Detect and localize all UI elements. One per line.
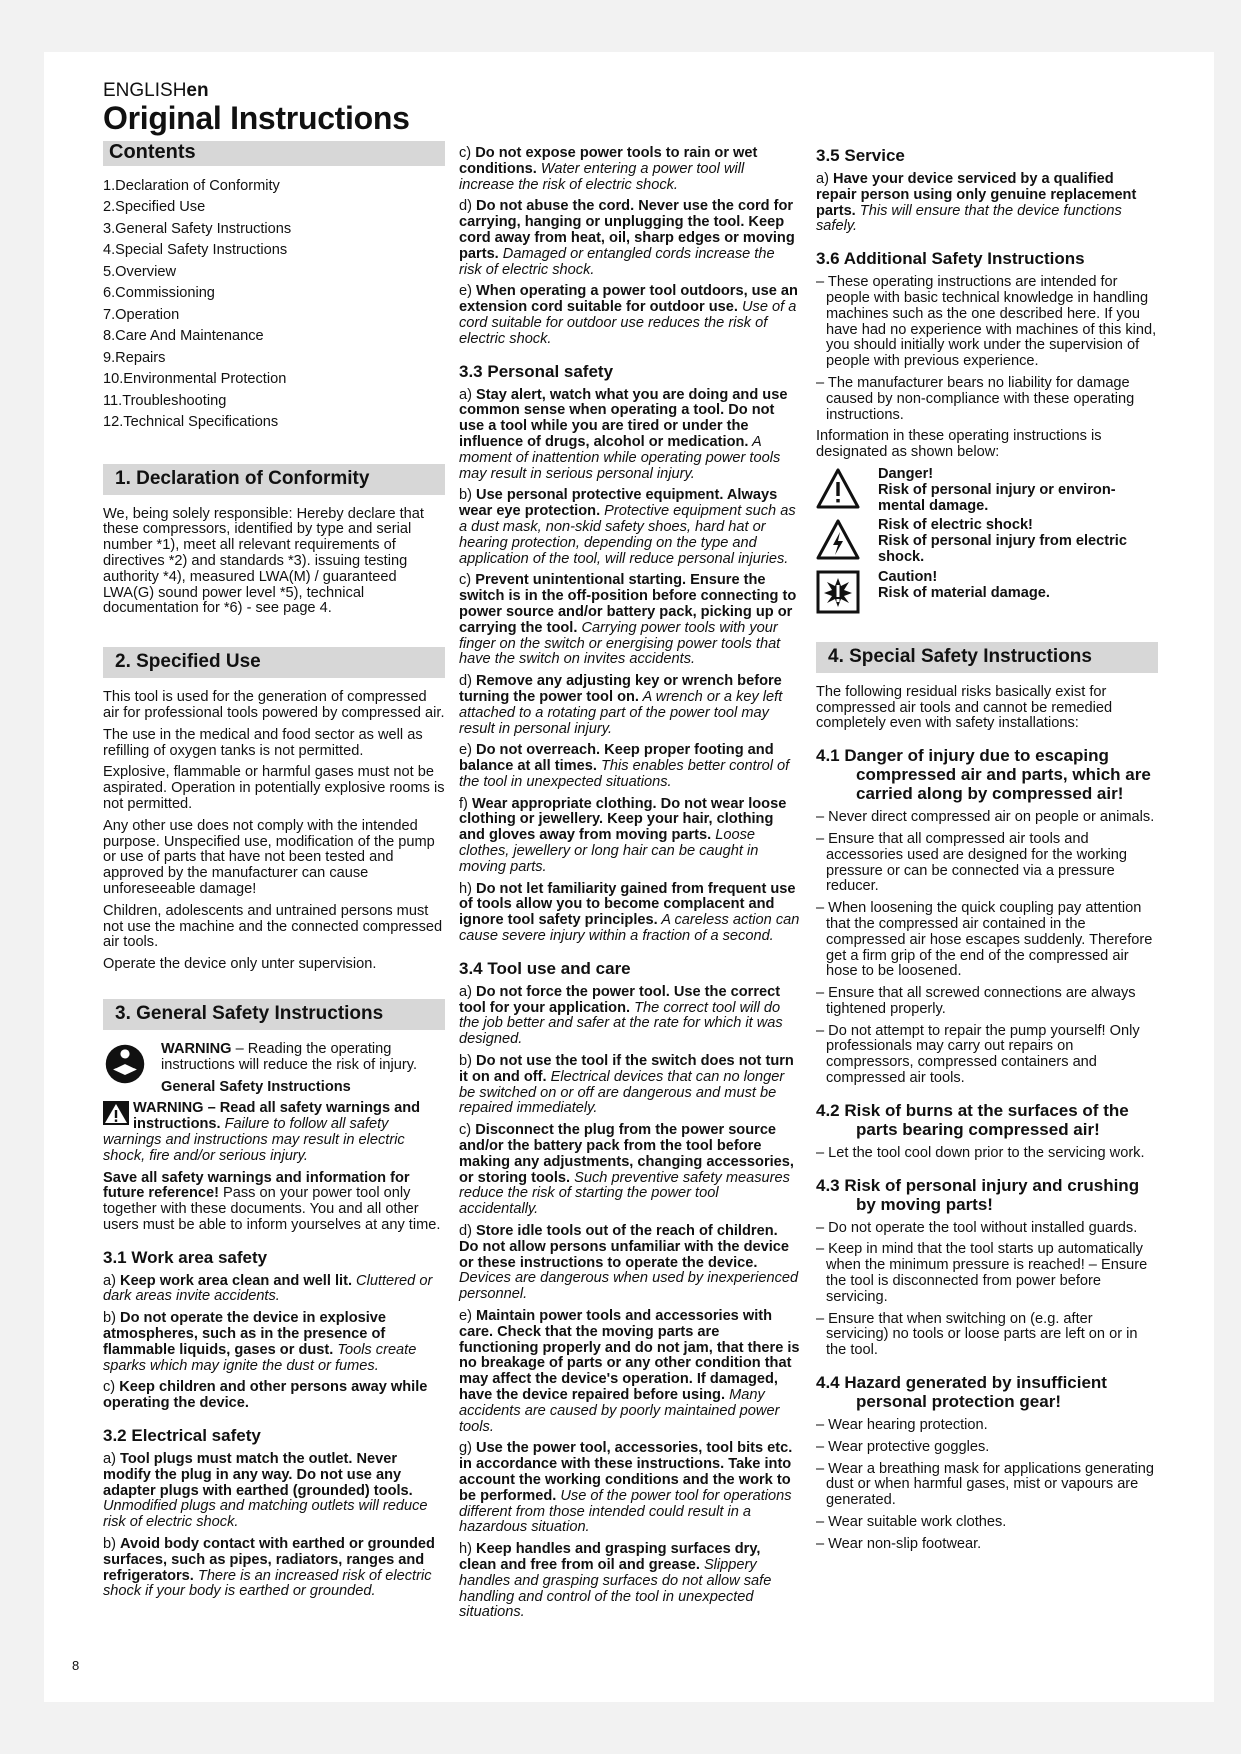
- list-item: – The manufacturer bears no liability for damage caused by non-compliance with these operating instructions.: [816, 374, 1135, 423]
- list-item: a) Keep work area clean and well lit. Cluttered or dark areas invite accidents.: [103, 1272, 433, 1305]
- subsection-heading: 4.1 Danger of injury due to escaping compressed air and parts, which are carried along by compressed air!: [816, 746, 1151, 804]
- paragraph: Operate the device only unter supervision.: [103, 956, 377, 973]
- subsection-heading: 3.1 Work area safety: [103, 1247, 268, 1267]
- subsection-heading: 4.3 Risk of personal injury and crushing by moving parts!: [816, 1175, 1140, 1214]
- table-of-contents: [103, 176, 445, 434]
- list-item: d) Store idle tools out of the reach of children. Do not allow persons unfamiliar with the device or these instructions to operate the device. Devices are dangerous when used by inexperienced personnel.: [459, 1223, 799, 1303]
- list-item: b) Do not use the tool if the switch does not turn it on and off. Electrical devices that can no longer be switched on or off are dangerous and must be repaired immediately.: [459, 1053, 794, 1117]
- column-2: [459, 146, 801, 1627]
- list-item: – Wear non-slip footwear.: [816, 1535, 982, 1552]
- list-item: c) Prevent unintentional starting. Ensure the switch is in the off-position before connecting to power source and/or battery pack, picking up or carrying the tool. Carrying power tools with your finger on the switch or energising power tools that have the switch on invites accidents.: [459, 572, 797, 668]
- danger-triangle-icon: [816, 467, 860, 511]
- list-item: – Ensure that all screwed connections are always tightened properly.: [816, 985, 1136, 1017]
- subsection-heading: 4.4 Hazard generated by insufficient personal protection gear!: [816, 1373, 1107, 1412]
- list-item: d) Do not abuse the cord. Never use the cord for carrying, hanging or unplugging the tool. Keep cord away from heat, oil, sharp edges or moving parts. Damaged or entangled cords increase the risk of electric shock.: [459, 198, 795, 278]
- symbol-legend-danger: Danger! Risk of personal injury or environ-mental damage.: [816, 467, 1158, 514]
- paragraph: The following residual risks basically exist for compressed air tools and cannot be remedied completely even with safety installations:: [816, 683, 1113, 732]
- subsection-heading: 3.5 Service: [816, 146, 905, 165]
- toc-item[interactable]: 1.Declaration of Conformity: [103, 177, 280, 194]
- list-item: – Keep in mind that the tool starts up automatically when the minimum pressure is reached! – Ensure the tool is disconnected from power before servicing.: [816, 1241, 1148, 1305]
- list-item: – Do not attempt to repair the pump yourself! Only professionals may carry out repairs on compressors, compressed containers and compressed air tools.: [816, 1022, 1140, 1087]
- page-title: Original Instructions: [103, 99, 410, 136]
- list-item: – Wear a breathing mask for applications generating dust or when harmful gases, mist or vapours are generated.: [816, 1460, 1155, 1509]
- language-label: ENGLISHen: [103, 80, 209, 101]
- list-item: – Wear hearing protection.: [816, 1417, 988, 1434]
- subsection-heading: 3.2 Electrical safety: [103, 1426, 261, 1446]
- paragraph: Children, adolescents and untrained persons must not use the machine and the connected compressed air tools.: [103, 902, 443, 951]
- symbol-legend-caution: Caution! Risk of material damage.: [816, 570, 1158, 614]
- list-item: – Never direct compressed air on people or animals.: [816, 809, 1155, 826]
- list-item: h) Keep handles and grasping surfaces dry, clean and free from oil and grease. Slippery handles and grasping surfaces do not allow safe handling and control of the tool in unexpected situations.: [459, 1541, 772, 1621]
- list-item: c) Disconnect the plug from the power source and/or the battery pack from the tool before making any adjustments, changing accessories, or storing tools. Such preventive safety measures reduce the risk of starting the power tool accidentally.: [459, 1122, 794, 1218]
- subsection-heading: 3.3 Personal safety: [459, 361, 614, 381]
- column-1: [103, 80, 445, 1606]
- list-item: – Ensure that all compressed air tools and accessories used are designed for the working pressure or can be connected via a pressure reducer.: [816, 830, 1127, 895]
- list-item: – Do not operate the tool without installed guards.: [816, 1219, 1138, 1236]
- section-heading-special-safety: 4. Special Safety Instructions: [816, 642, 1158, 673]
- warning-triangle-icon: [103, 1101, 129, 1125]
- paragraph: Information in these operating instructions is designated as shown below:: [816, 428, 1102, 461]
- list-item: d) Remove any adjusting key or wrench before turning the power tool on. A wrench or a key left attached to a rotating part of the power tool may result in personal injury.: [459, 673, 783, 737]
- toc-item[interactable]: 6.Commissioning: [103, 285, 215, 302]
- toc-item[interactable]: 11.Troubleshooting: [103, 392, 227, 409]
- toc-item[interactable]: 2.Specified Use: [103, 199, 206, 216]
- warning-read-all: WARNING – Read all safety warnings and instructions. Failure to follow all safety warnings and instructions may result in electric shock, fire and/or serious injury.: [103, 1100, 421, 1164]
- toc-item[interactable]: 4.Special Safety Instructions: [103, 242, 288, 259]
- list-item: h) Do not let familiarity gained from frequent use of tools allow you to become complacent and ignore tool safety principles. A careless action can cause severe injury within a fraction of a second.: [459, 880, 800, 945]
- symbol-legend-electric: Risk of electric shock! Risk of personal injury from electric shock.: [816, 518, 1158, 565]
- column-3: [816, 146, 1158, 1559]
- list-item: a) Do not force the power tool. Use the correct tool for your application. The correct tool will do the job better and safer at the rate for which it was designed.: [459, 983, 783, 1048]
- paragraph: This tool is used for the generation of compressed air for professional tools powered by compressed air.: [103, 689, 445, 721]
- list-item: – These operating instructions are intended for people with basic technical knowledge in handling machines such as the one described here. If you have had no experience with machines of this kind, you should initially work under the supervision of people with previous experience.: [816, 274, 1157, 370]
- caution-material-damage-icon: [816, 570, 860, 614]
- electric-shock-icon: [816, 518, 860, 562]
- read-manual-warning: WARNING – Reading the operating instructions will reduce the risk of injury. General Safety Instructions: [103, 1042, 445, 1095]
- list-item: e) Maintain power tools and accessories with care. Check that the moving parts are functioning properly and do not jam, that there is no breakage of parts or any other condition that may affect the device's operation. If damaged, have the device repaired before using. Many accidents are caused by poorly maintained power tools.: [459, 1308, 800, 1435]
- toc-item[interactable]: 3.General Safety Instructions: [103, 220, 292, 237]
- list-item: b) Use personal protective equipment. Always wear eye protection. Protective equipment such as a dust mask, non-skid safety shoes, hard hat or hearing protection, depending on the type and application of the tool, will reduce personal injuries.: [459, 487, 796, 567]
- list-item: f) Wear appropriate clothing. Do not wear loose clothing or jewellery. Keep your hair, clothing and gloves away from moving parts. Loose clothes, jewellery or long hair can be caught in moving parts.: [459, 795, 787, 875]
- section-heading-general-safety: 3. General Safety Instructions: [103, 999, 445, 1030]
- toc-item[interactable]: 10.Environmental Protection: [103, 371, 287, 388]
- list-item: c) Do not expose power tools to rain or wet conditions. Water entering a power tool will increase the risk of electric shock.: [459, 145, 758, 193]
- read-manual-icon: [103, 1042, 147, 1086]
- contents-heading: Contents: [103, 141, 445, 166]
- toc-item[interactable]: 5.Overview: [103, 263, 176, 280]
- list-item: b) Avoid body contact with earthed or grounded surfaces, such as pipes, radiators, ranges and refrigerators. There is an increased risk of electric shock if your body is earthed or grounded.: [103, 1536, 435, 1600]
- section-heading-specified-use: 2. Specified Use: [103, 647, 445, 678]
- paragraph: Explosive, flammable or harmful gases must not be aspirated. Operation in potentially explosive rooms is not permitted.: [103, 764, 445, 812]
- subsection-heading: 3.6 Additional Safety Instructions: [816, 249, 1085, 269]
- list-item: a) Tool plugs must match the outlet. Never modify the plug in any way. Do not use any adapter plugs with earthed (grounded) tools. Unmodified plugs and matching outlets will reduce risk of electric shock.: [103, 1451, 428, 1531]
- section-heading-declaration: 1. Declaration of Conformity: [103, 464, 445, 495]
- toc-item[interactable]: 8.Care And Maintenance: [103, 328, 264, 345]
- toc-item[interactable]: 9.Repairs: [103, 349, 166, 366]
- list-item: c) Keep children and other persons away while operating the device.: [103, 1379, 428, 1412]
- declaration-text: We, being solely responsible: Hereby declare that these compressors, identified by type and serial number *1), meet all relevant requirements of directives *2) and standards *3). issuing testing authority *4), measured LWA(M) / guaranteed LWA(G) sound power level *5), technical documentation for *6) - see page 4.: [103, 505, 424, 617]
- list-item: – Ensure that when switching on (e.g. after servicing) no tools or loose parts are left on or in the tool.: [816, 1310, 1138, 1359]
- list-item: – Wear suitable work clothes.: [816, 1514, 1007, 1531]
- list-item: b) Do not operate the device in explosive atmospheres, such as in the presence of flammable liquids, gases or dust. Tools create sparks which may ignite the dust or fumes.: [103, 1310, 417, 1374]
- list-item: e) Do not overreach. Keep proper footing and balance at all times. This enables better control of the tool in unexpected situations.: [459, 742, 790, 790]
- page-number: 8: [72, 1658, 80, 1673]
- list-item: e) When operating a power tool outdoors, use an extension cord suitable for outdoor use. Use of a cord suitable for outdoor use reduces the risk of electric shock.: [459, 283, 798, 347]
- toc-item[interactable]: 12.Technical Specifications: [103, 414, 279, 431]
- toc-item[interactable]: 7.Operation: [103, 306, 180, 323]
- list-item: a) Stay alert, watch what you are doing and use common sense when operating a tool. Do not use a tool while you are tired or under the influence of drugs, alcohol or medication. A moment of inattention while operating power tools may result in serious personal injury.: [459, 386, 788, 482]
- save-instructions: Save all safety warnings and information for future reference! Pass on your power tool only together with these documents. You and all other users must be able to inform yourselves at any time.: [103, 1169, 441, 1233]
- list-item: – Wear protective goggles.: [816, 1438, 990, 1455]
- list-item: – Let the tool cool down prior to the servicing work.: [816, 1144, 1145, 1161]
- paragraph: Any other use does not comply with the intended purpose. Unspecified use, modification of the pump or use of parts that have not been tested and approved by the manufacturer can cause unforeseeable damage!: [103, 817, 435, 897]
- list-item: g) Use the power tool, accessories, tool bits etc. in accordance with these instructions. Take into account the working conditions and the work to be performed. Use of the power tool for operations different from those intended could result in a hazardous situation.: [459, 1440, 793, 1536]
- general-safety-label: General Safety Instructions: [161, 1078, 351, 1095]
- list-item: – When loosening the quick coupling pay attention that the compressed air contained in the compressed air hose escapes suddenly. Therefore get a firm grip of the end of the compressed air hose to be loosened.: [816, 900, 1153, 980]
- list-item: a) Have your device serviced by a qualified repair person using only genuine replacement parts. This will ensure that the device functions safely.: [816, 171, 1137, 235]
- subsection-heading: 4.2 Risk of burns at the surfaces of the parts bearing compressed air!: [816, 1100, 1129, 1139]
- subsection-heading: 3.4 Tool use and care: [459, 958, 631, 978]
- paragraph: The use in the medical and food sector as well as refilling of oxygen tanks is not permitted.: [103, 726, 423, 759]
